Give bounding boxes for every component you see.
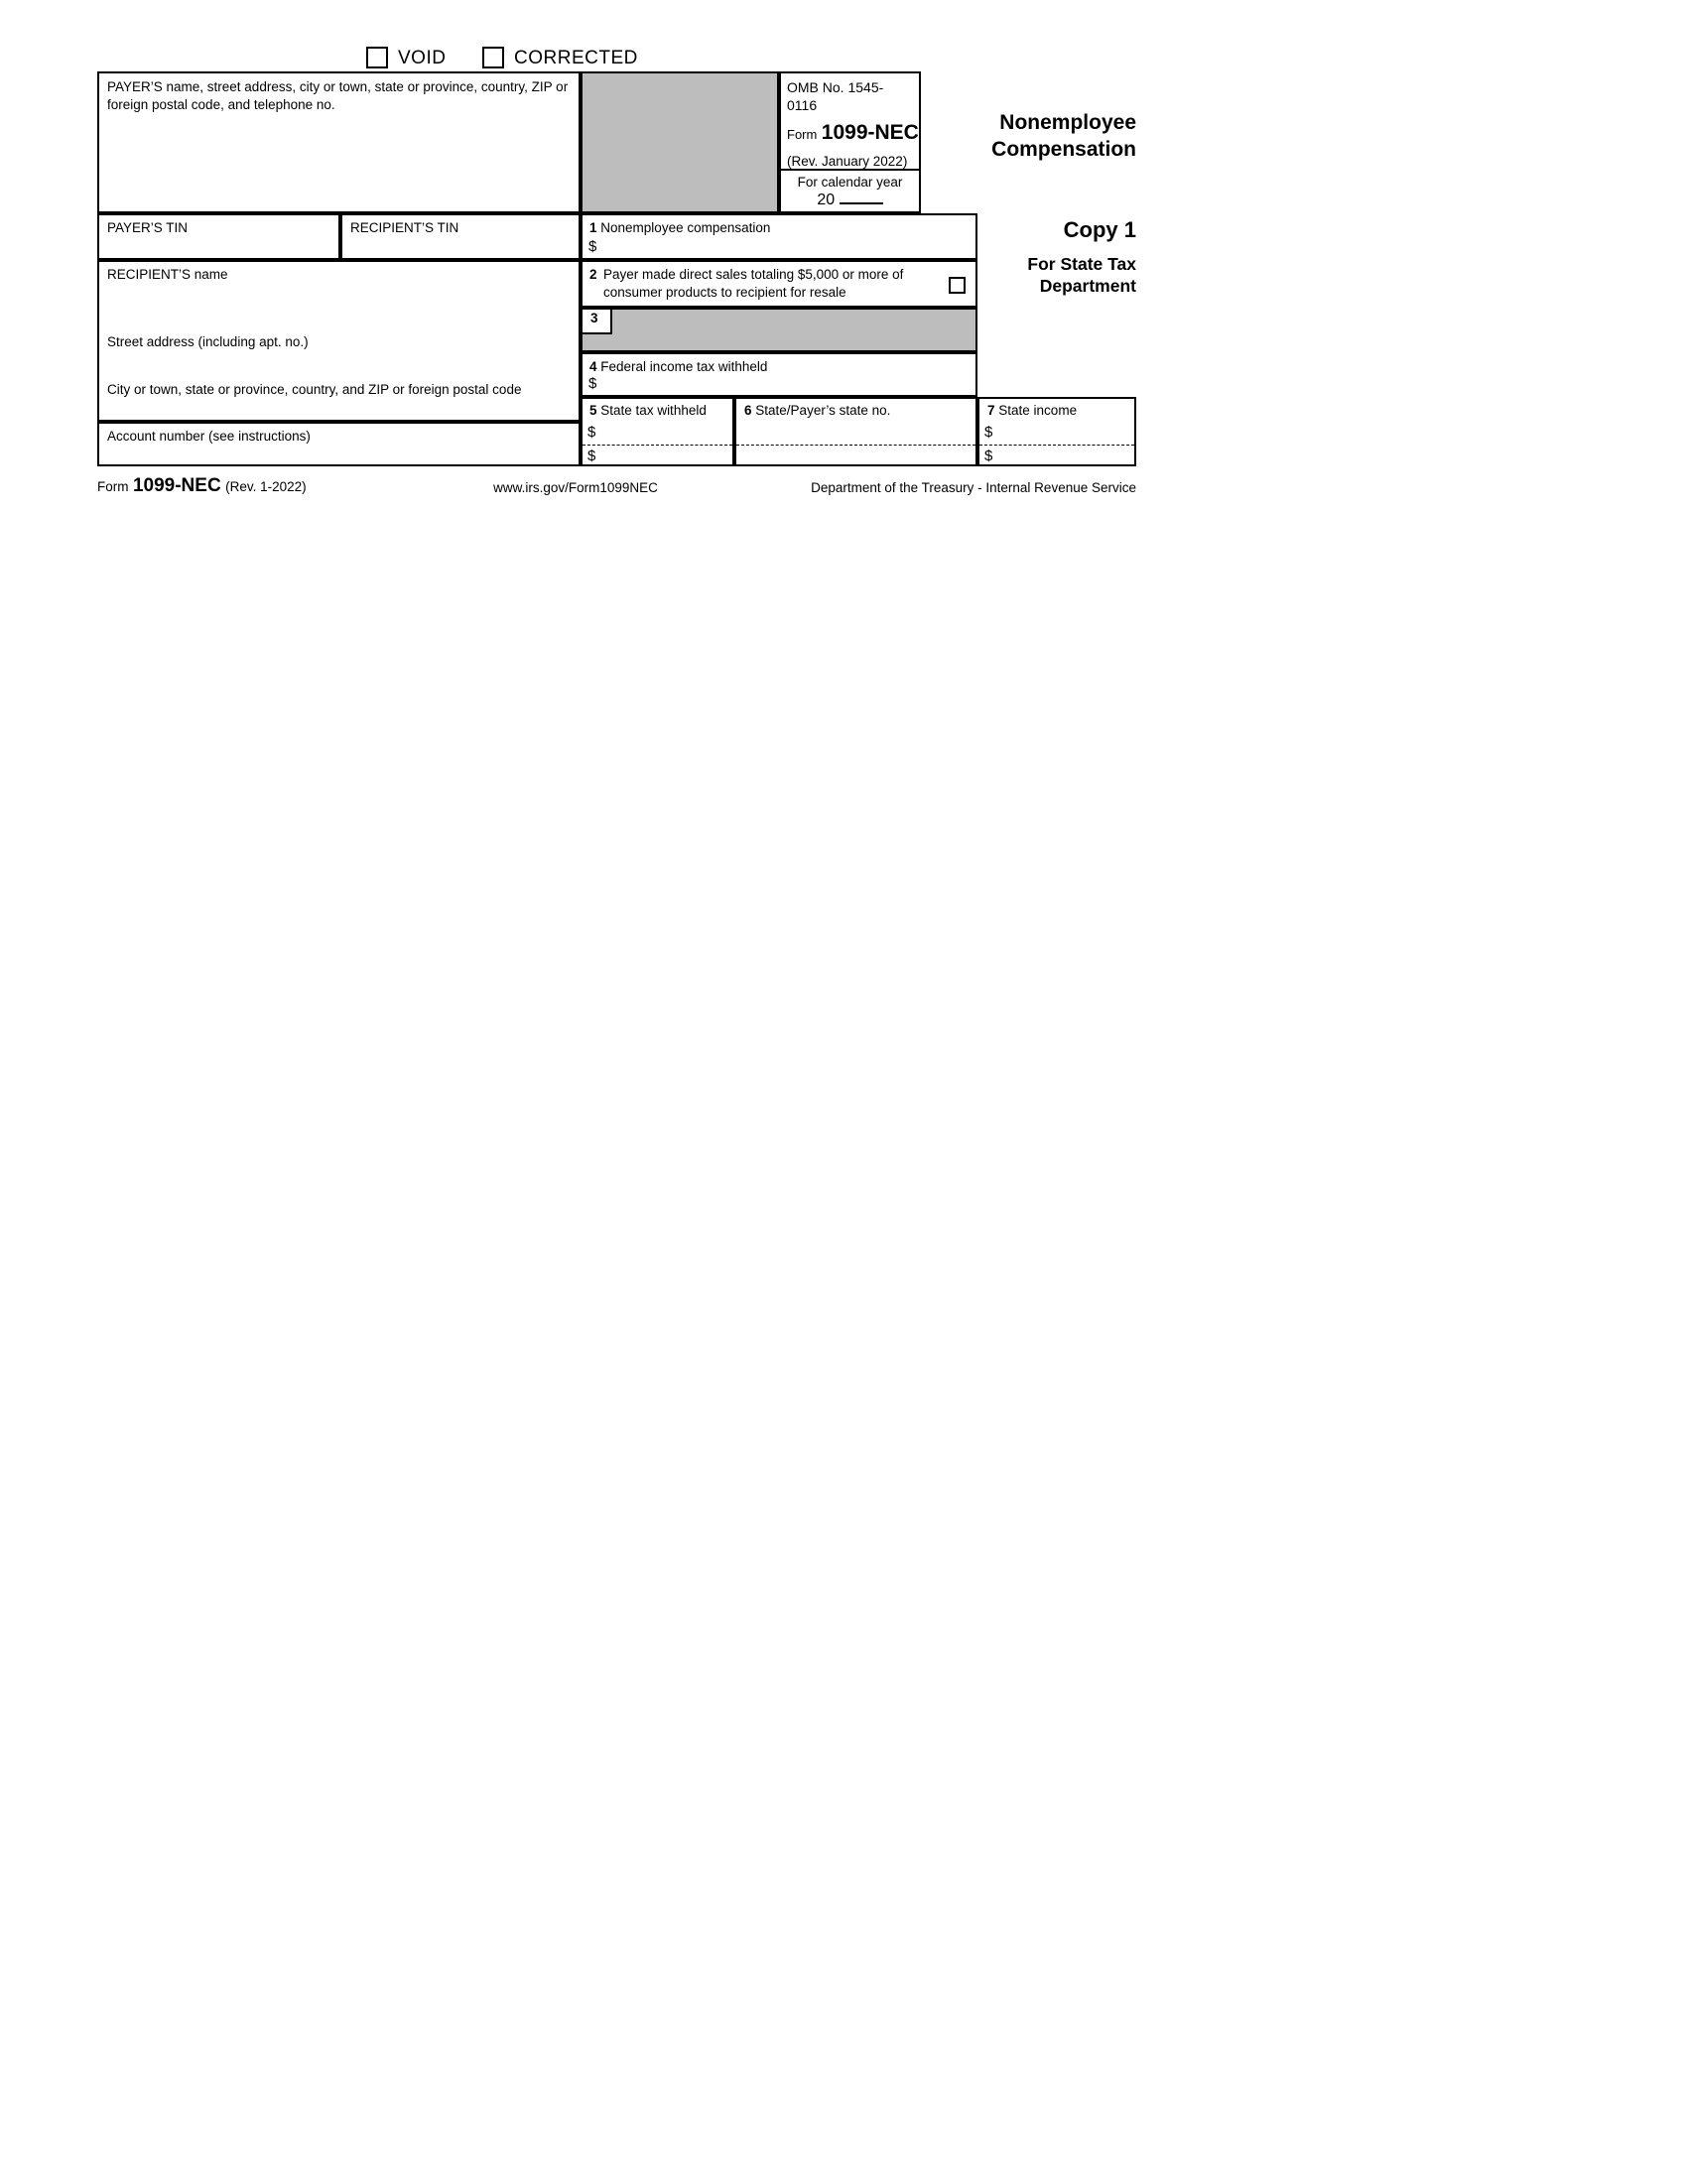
- calendar-year-label: For calendar year: [797, 175, 903, 190]
- omb-number: OMB No. 1545-0116: [787, 79, 884, 114]
- box4-federal-income-tax-withheld[interactable]: [581, 352, 977, 397]
- payer-info-label: PAYER’S name, street address, city or town, state or province, country, ZIP or foreign postal code, and telephone no.: [107, 79, 569, 112]
- dollar-sign: $: [984, 448, 993, 464]
- box1-number: 1: [589, 220, 597, 235]
- box5-row-divider: [583, 445, 732, 446]
- footer-department: Department of the Treasury - Internal Revenue Service: [811, 480, 1136, 495]
- box5-state-tax-withheld[interactable]: [581, 397, 734, 466]
- account-number-box[interactable]: [97, 422, 581, 466]
- footer-form-number: 1099-NEC: [132, 475, 221, 496]
- dollar-sign: $: [588, 238, 597, 255]
- box6-label: State/Payer’s state no.: [755, 403, 891, 418]
- box1-label: Nonemployee compensation: [600, 220, 771, 235]
- box3-number: 3: [590, 311, 598, 325]
- box2-direct-sales: [581, 260, 977, 308]
- footer-form-word: Form: [97, 479, 129, 494]
- box3-reserved: [581, 308, 977, 352]
- box2-label-line: [583, 262, 975, 301]
- dollar-sign: $: [587, 424, 596, 441]
- box5-label-line: [583, 399, 732, 420]
- form-word: Form: [787, 127, 818, 143]
- form-title-line1: Nonemployee: [999, 111, 1136, 134]
- box7-row-divider: [979, 445, 1134, 446]
- box7-label-line: [979, 399, 1134, 420]
- void-checkbox[interactable]: [366, 47, 388, 68]
- copy-for-line1: For State Tax: [1027, 254, 1136, 274]
- box6-state-payers-state-no[interactable]: [734, 397, 977, 466]
- box2-checkbox[interactable]: [949, 277, 966, 294]
- box6-label-line: [736, 399, 975, 420]
- corrected-label: CORRECTED: [514, 48, 638, 68]
- box6-number: 6: [744, 403, 752, 418]
- copy-for-label: [977, 253, 1136, 297]
- box3-number-chip: [583, 310, 612, 334]
- form-number-line: [781, 114, 919, 145]
- street-address-label: Street address (including apt. no.): [107, 334, 309, 349]
- calendar-year-prefix: 20: [817, 192, 836, 208]
- void-label: VOID: [398, 48, 447, 68]
- box6-row-divider: [736, 445, 975, 446]
- recipient-info-box[interactable]: [97, 260, 581, 422]
- copy-for-line2: Department: [1039, 276, 1136, 296]
- footer-form-id: [97, 475, 307, 497]
- box2-label: Payer made direct sales totaling $5,000 or more of consumer products to recipient for resale: [603, 267, 904, 300]
- omb-divider: [781, 169, 919, 171]
- copy-label: Copy 1: [1063, 217, 1136, 242]
- corrected-checkbox[interactable]: [482, 47, 504, 68]
- box2-number: 2: [589, 267, 597, 282]
- recipient-tin-label: RECIPIENT’S TIN: [350, 220, 459, 235]
- form-revision: (Rev. January 2022): [787, 154, 908, 170]
- box7-label: State income: [998, 403, 1078, 418]
- box4-label-line: [583, 354, 975, 376]
- payer-info-box[interactable]: [97, 71, 581, 213]
- calendar-year-blank[interactable]: [840, 192, 883, 204]
- form-number: 1099-NEC: [821, 121, 919, 145]
- recipient-name-label: RECIPIENT’S name: [107, 267, 228, 282]
- box7-number: 7: [987, 403, 995, 418]
- omb-box: [779, 71, 921, 213]
- calendar-year-line: [781, 192, 919, 209]
- box1-nonemployee-compensation[interactable]: [581, 213, 977, 260]
- reserved-shaded-box: [581, 71, 779, 213]
- box4-label: Federal income tax withheld: [600, 359, 768, 374]
- city-label: City or town, state or province, country, and ZIP or foreign postal code: [107, 382, 522, 397]
- box1-label-line: [583, 215, 975, 237]
- form-title-line2: Compensation: [991, 138, 1136, 161]
- box5-label: State tax withheld: [600, 403, 707, 418]
- dollar-sign: $: [588, 375, 597, 392]
- box4-number: 4: [589, 359, 597, 374]
- box5-number: 5: [589, 403, 597, 418]
- dollar-sign: $: [587, 448, 596, 464]
- dollar-sign: $: [984, 424, 993, 441]
- recipient-tin-box[interactable]: [340, 213, 581, 260]
- form-title: [948, 109, 1136, 163]
- payer-tin-label: PAYER’S TIN: [107, 220, 189, 235]
- payer-tin-box[interactable]: [97, 213, 340, 260]
- footer-form-revision: (Rev. 1-2022): [225, 479, 307, 494]
- footer-url: www.irs.gov/Form1099NEC: [493, 480, 658, 495]
- box7-state-income[interactable]: [977, 397, 1136, 466]
- account-number-label: Account number (see instructions): [107, 429, 311, 444]
